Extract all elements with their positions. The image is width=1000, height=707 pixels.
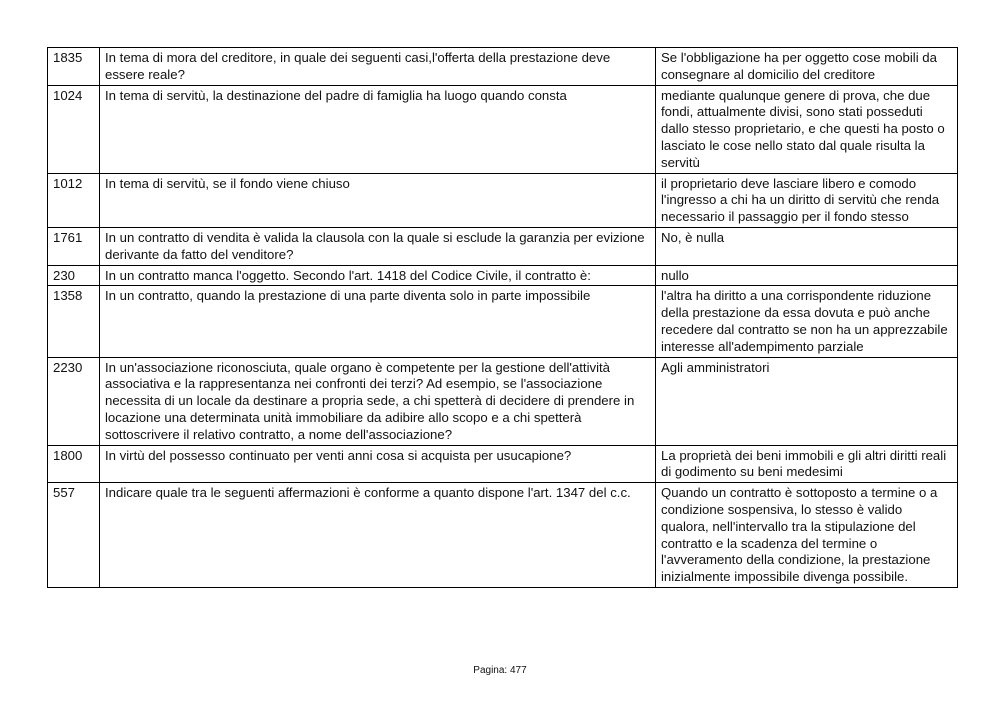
row-question: In tema di servitù, se il fondo viene chiuso [100, 173, 656, 227]
table-row [48, 483, 958, 588]
table-row [48, 227, 958, 265]
row-id: 1835 [48, 48, 100, 86]
question-answer-table [47, 47, 958, 588]
row-question: In un contratto manca l'oggetto. Secondo l'art. 1418 del Codice Civile, il contratto è: [100, 265, 656, 286]
row-question: In un'associazione riconosciuta, quale organo è competente per la gestione dell'attività associativa e la rappresentanza nei confronti dei terzi? Ad esempio, se l'associazione necessita di un locale da destinare a propria sede, a chi spetterà di decidere di prendere in locazione una determinata unità immobiliare da adibire allo scopo e a chi spetterà sottoscrivere il relativo contratto, a nome dell'associazione? [100, 357, 656, 445]
row-question: Indicare quale tra le seguenti affermazioni è conforme a quanto dispone l'art. 1347 del c.c. [100, 483, 656, 588]
table-row [48, 48, 958, 86]
row-question: In un contratto, quando la prestazione di una parte diventa solo in parte impossibile [100, 286, 656, 357]
row-answer: mediante qualunque genere di prova, che due fondi, attualmente divisi, sono stati posseduti dallo stesso proprietario, e che questi ha posto o lasciato le cose nello stato dal quale risulta la servitù [656, 85, 958, 173]
row-id: 1761 [48, 227, 100, 265]
table-row [48, 85, 958, 173]
row-id: 2230 [48, 357, 100, 445]
row-answer: Se l'obbligazione ha per oggetto cose mobili da consegnare al domicilio del creditore [656, 48, 958, 86]
row-id: 1800 [48, 445, 100, 483]
table-row [48, 357, 958, 445]
row-question: In un contratto di vendita è valida la clausola con la quale si esclude la garanzia per evizione derivante da fatto del venditore? [100, 227, 656, 265]
row-id: 230 [48, 265, 100, 286]
row-answer: nullo [656, 265, 958, 286]
table-row [48, 286, 958, 357]
row-answer: il proprietario deve lasciare libero e comodo l'ingresso a chi ha un diritto di servitù che renda necessario il passaggio per il fondo stesso [656, 173, 958, 227]
row-id: 1024 [48, 85, 100, 173]
page-number: Pagina: 477 [473, 665, 527, 676]
table-row [48, 265, 958, 286]
row-answer: Quando un contratto è sottoposto a termine o a condizione sospensiva, lo stesso è valido qualora, nell'intervallo tra la stipulazione del contratto e la scadenza del termine o l'avveramento della condizione, la prestazione inizialmente impossibile divenga possibile. [656, 483, 958, 588]
row-answer: Agli amministratori [656, 357, 958, 445]
table-row [48, 173, 958, 227]
row-answer: l'altra ha diritto a una corrispondente riduzione della prestazione da essa dovuta e può anche recedere dal contratto se non ha un apprezzabile interesse all'adempimento parziale [656, 286, 958, 357]
table-row [48, 445, 958, 483]
row-question: In tema di servitù, la destinazione del padre di famiglia ha luogo quando consta [100, 85, 656, 173]
row-question: In tema di mora del creditore, in quale dei seguenti casi,l'offerta della prestazione deve essere reale? [100, 48, 656, 86]
row-question: In virtù del possesso continuato per venti anni cosa si acquista per usucapione? [100, 445, 656, 483]
row-id: 557 [48, 483, 100, 588]
row-answer: No, è nulla [656, 227, 958, 265]
row-answer: La proprietà dei beni immobili e gli altri diritti reali di godimento su beni medesimi [656, 445, 958, 483]
row-id: 1358 [48, 286, 100, 357]
row-id: 1012 [48, 173, 100, 227]
